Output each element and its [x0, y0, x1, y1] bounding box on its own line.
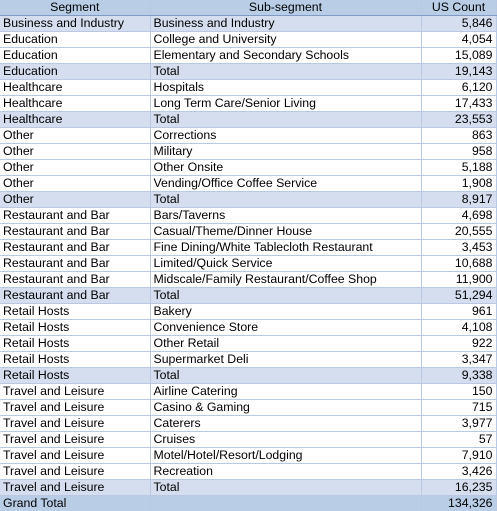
cell-us-count: 4,698	[421, 208, 496, 224]
cell-sub-segment: Other Retail	[150, 336, 421, 352]
cell-us-count: 4,054	[421, 32, 496, 48]
table-row	[0, 336, 496, 352]
cell-sub-segment: Total	[150, 64, 421, 80]
cell-sub-segment: Total	[150, 368, 421, 384]
cell-segment: Other	[0, 192, 150, 208]
table-row	[0, 240, 496, 256]
cell-segment: Restaurant and Bar	[0, 272, 150, 288]
cell-sub-segment: Business and Industry	[150, 16, 421, 32]
cell-us-count: 15,089	[421, 48, 496, 64]
cell-sub-segment: Total	[150, 112, 421, 128]
cell-us-count: 958	[421, 144, 496, 160]
cell-segment: Retail Hosts	[0, 368, 150, 384]
table-row	[0, 224, 496, 240]
header-sub-segment: Sub-segment	[150, 0, 421, 16]
grand-total-label: Grand Total	[0, 496, 150, 511]
cell-segment: Restaurant and Bar	[0, 288, 150, 304]
cell-segment: Travel and Leisure	[0, 416, 150, 432]
cell-segment: Retail Hosts	[0, 304, 150, 320]
cell-sub-segment: Convenience Store	[150, 320, 421, 336]
table-row	[0, 32, 496, 48]
cell-sub-segment: Casual/Theme/Dinner House	[150, 224, 421, 240]
cell-us-count: 16,235	[421, 480, 496, 496]
cell-sub-segment: Caterers	[150, 416, 421, 432]
cell-segment: Education	[0, 64, 150, 80]
table-body	[0, 16, 496, 496]
cell-segment: Other	[0, 176, 150, 192]
cell-us-count: 6,120	[421, 80, 496, 96]
cell-segment: Restaurant and Bar	[0, 240, 150, 256]
cell-sub-segment: College and University	[150, 32, 421, 48]
cell-sub-segment: Bars/Taverns	[150, 208, 421, 224]
table-row	[0, 96, 496, 112]
cell-sub-segment: Total	[150, 288, 421, 304]
cell-us-count: 3,426	[421, 464, 496, 480]
cell-sub-segment: Recreation	[150, 464, 421, 480]
cell-sub-segment: Total	[150, 192, 421, 208]
cell-us-count: 23,553	[421, 112, 496, 128]
cell-us-count: 11,900	[421, 272, 496, 288]
cell-us-count: 7,910	[421, 448, 496, 464]
cell-sub-segment: Total	[150, 480, 421, 496]
table-row	[0, 176, 496, 192]
table-row-total	[0, 288, 496, 304]
cell-segment: Retail Hosts	[0, 336, 150, 352]
cell-us-count: 57	[421, 432, 496, 448]
table-row-total	[0, 64, 496, 80]
cell-sub-segment: Limited/Quick Service	[150, 256, 421, 272]
cell-segment: Travel and Leisure	[0, 448, 150, 464]
table-row	[0, 160, 496, 176]
cell-segment: Restaurant and Bar	[0, 256, 150, 272]
table-row	[0, 256, 496, 272]
cell-segment: Other	[0, 144, 150, 160]
cell-segment: Travel and Leisure	[0, 400, 150, 416]
cell-us-count: 922	[421, 336, 496, 352]
cell-segment: Business and Industry	[0, 16, 150, 32]
cell-us-count: 715	[421, 400, 496, 416]
table-row	[0, 304, 496, 320]
header-segment: Segment	[0, 0, 150, 16]
cell-us-count: 3,347	[421, 352, 496, 368]
table-row-total	[0, 112, 496, 128]
table-row	[0, 144, 496, 160]
cell-segment: Restaurant and Bar	[0, 224, 150, 240]
table-row-total	[0, 480, 496, 496]
cell-us-count: 1,908	[421, 176, 496, 192]
cell-segment: Other	[0, 128, 150, 144]
cell-us-count: 51,294	[421, 288, 496, 304]
cell-us-count: 8,917	[421, 192, 496, 208]
cell-us-count: 19,143	[421, 64, 496, 80]
table-row	[0, 320, 496, 336]
cell-us-count: 961	[421, 304, 496, 320]
cell-us-count: 5,846	[421, 16, 496, 32]
cell-segment: Healthcare	[0, 80, 150, 96]
table-row-total	[0, 16, 496, 32]
table-row	[0, 400, 496, 416]
table-row	[0, 448, 496, 464]
cell-segment: Education	[0, 32, 150, 48]
grand-total-count: 134,326	[421, 496, 496, 511]
cell-sub-segment: Vending/Office Coffee Service	[150, 176, 421, 192]
cell-segment: Travel and Leisure	[0, 384, 150, 400]
cell-sub-segment: Other Onsite	[150, 160, 421, 176]
grand-total-blank	[150, 496, 421, 511]
table-row	[0, 384, 496, 400]
cell-segment: Healthcare	[0, 112, 150, 128]
cell-us-count: 10,688	[421, 256, 496, 272]
cell-sub-segment: Supermarket Deli	[150, 352, 421, 368]
cell-segment: Education	[0, 48, 150, 64]
cell-segment: Retail Hosts	[0, 320, 150, 336]
table-row	[0, 416, 496, 432]
cell-us-count: 3,453	[421, 240, 496, 256]
cell-sub-segment: Military	[150, 144, 421, 160]
cell-us-count: 4,108	[421, 320, 496, 336]
cell-segment: Travel and Leisure	[0, 432, 150, 448]
cell-us-count: 150	[421, 384, 496, 400]
table-row	[0, 432, 496, 448]
cell-segment: Healthcare	[0, 96, 150, 112]
cell-segment: Travel and Leisure	[0, 480, 150, 496]
cell-sub-segment: Midscale/Family Restaurant/Coffee Shop	[150, 272, 421, 288]
cell-us-count: 9,338	[421, 368, 496, 384]
cell-sub-segment: Casino & Gaming	[150, 400, 421, 416]
table-row	[0, 272, 496, 288]
cell-sub-segment: Long Term Care/Senior Living	[150, 96, 421, 112]
header-row	[0, 0, 496, 16]
cell-us-count: 3,977	[421, 416, 496, 432]
table-row-total	[0, 368, 496, 384]
cell-segment: Restaurant and Bar	[0, 208, 150, 224]
cell-segment: Other	[0, 160, 150, 176]
cell-sub-segment: Cruises	[150, 432, 421, 448]
cell-sub-segment: Motel/Hotel/Resort/Lodging	[150, 448, 421, 464]
cell-us-count: 20,555	[421, 224, 496, 240]
table-row	[0, 80, 496, 96]
table-row	[0, 48, 496, 64]
cell-sub-segment: Hospitals	[150, 80, 421, 96]
cell-us-count: 5,188	[421, 160, 496, 176]
table-row-total	[0, 192, 496, 208]
table-row	[0, 464, 496, 480]
cell-us-count: 863	[421, 128, 496, 144]
cell-sub-segment: Fine Dining/White Tablecloth Restaurant	[150, 240, 421, 256]
table-row	[0, 208, 496, 224]
cell-sub-segment: Bakery	[150, 304, 421, 320]
table-row	[0, 352, 496, 368]
header-us-count: US Count	[421, 0, 496, 16]
cell-sub-segment: Corrections	[150, 128, 421, 144]
table-row	[0, 128, 496, 144]
cell-segment: Travel and Leisure	[0, 464, 150, 480]
cell-sub-segment: Airline Catering	[150, 384, 421, 400]
cell-sub-segment: Elementary and Secondary Schools	[150, 48, 421, 64]
grand-total-row	[0, 496, 496, 511]
cell-us-count: 17,433	[421, 96, 496, 112]
cell-segment: Retail Hosts	[0, 352, 150, 368]
